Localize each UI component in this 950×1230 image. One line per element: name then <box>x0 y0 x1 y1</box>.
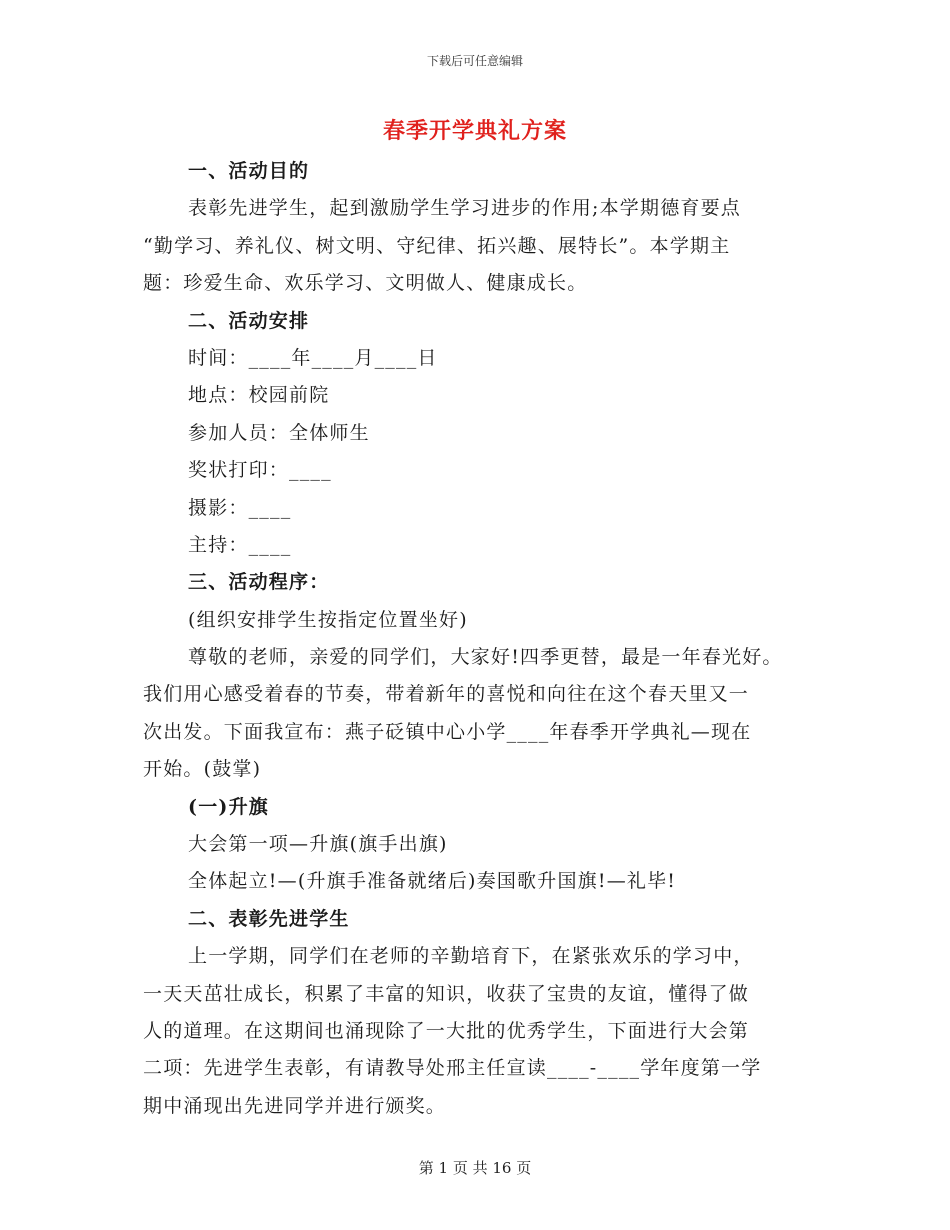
paragraph-line: 尊敬的老师，亲爱的同学们，大家好!四季更替，最是一年春光好。 <box>188 646 783 669</box>
paragraph-line: 表彰先进学生，起到激励学生学习进步的作用;本学期德育要点 <box>188 197 742 220</box>
paragraph-line: 人的道理。在这期间也涌现除了一大批的优秀学生，下面进行大会第 <box>143 1019 750 1042</box>
document-body <box>143 153 833 1125</box>
paragraph-line: 次出发。下面我宣布：燕子砭镇中心小学____年春季开学典礼—现在 <box>143 720 752 743</box>
paragraph-line: 时间：____年____月____日 <box>188 346 438 369</box>
paragraph-line: 大会第一项—升旗(旗手出旗) <box>188 833 448 856</box>
paragraph-line: “勤学习、养礼仪、树文明、守纪律、拓兴趣、展特长”。本学期主 <box>143 234 731 257</box>
section-heading: 二、活动安排 <box>188 309 310 332</box>
paragraph-line: 题：珍爱生命、欢乐学习、文明做人、健康成长。 <box>143 272 588 295</box>
paragraph-line: 地点：校园前院 <box>188 384 330 407</box>
paragraph-line: 上一学期，同学们在老师的辛勤培育下，在紧张欢乐的学习中， <box>188 945 754 968</box>
paragraph-line: 全体起立!—(升旗手准备就绪后)奏国歌升国旗!—礼毕! <box>188 870 677 893</box>
section-heading: 二、表彰先进学生 <box>188 907 350 930</box>
section-heading: (一)升旗 <box>188 795 269 818</box>
paragraph-line: 一天天茁壮成长，积累了丰富的知识，收获了宝贵的友谊，懂得了做 <box>143 982 750 1005</box>
section-heading: 三、活动程序： <box>188 571 330 594</box>
document-title: 春季开学典礼方案 <box>382 118 567 144</box>
section-heading: 一、活动目的 <box>188 160 310 182</box>
paragraph-line: 参加人员：全体师生 <box>188 421 370 444</box>
paragraph-line: 奖状打印：____ <box>188 459 332 482</box>
paragraph-line: 期中涌现出先进同学并进行颁奖。 <box>143 1094 447 1117</box>
paragraph-line: 主持：____ <box>188 533 292 556</box>
paragraph-line: 二项：先进学生表彰，有请教导处邢主任宣读____-____学年度第一学 <box>143 1057 762 1080</box>
paragraph-line: 开始。(鼓掌) <box>143 758 262 781</box>
paragraph-line: (组织安排学生按指定位置坐好) <box>188 608 468 631</box>
paragraph-line: 我们用心感受着春的节奏，带着新年的喜悦和向往在这个春天里又一 <box>143 683 750 706</box>
paragraph-line: 摄影：____ <box>188 496 292 519</box>
page-footer: 第 1 页 共 16 页 <box>418 1159 532 1177</box>
header-note: 下载后可任意编辑 <box>426 54 523 68</box>
